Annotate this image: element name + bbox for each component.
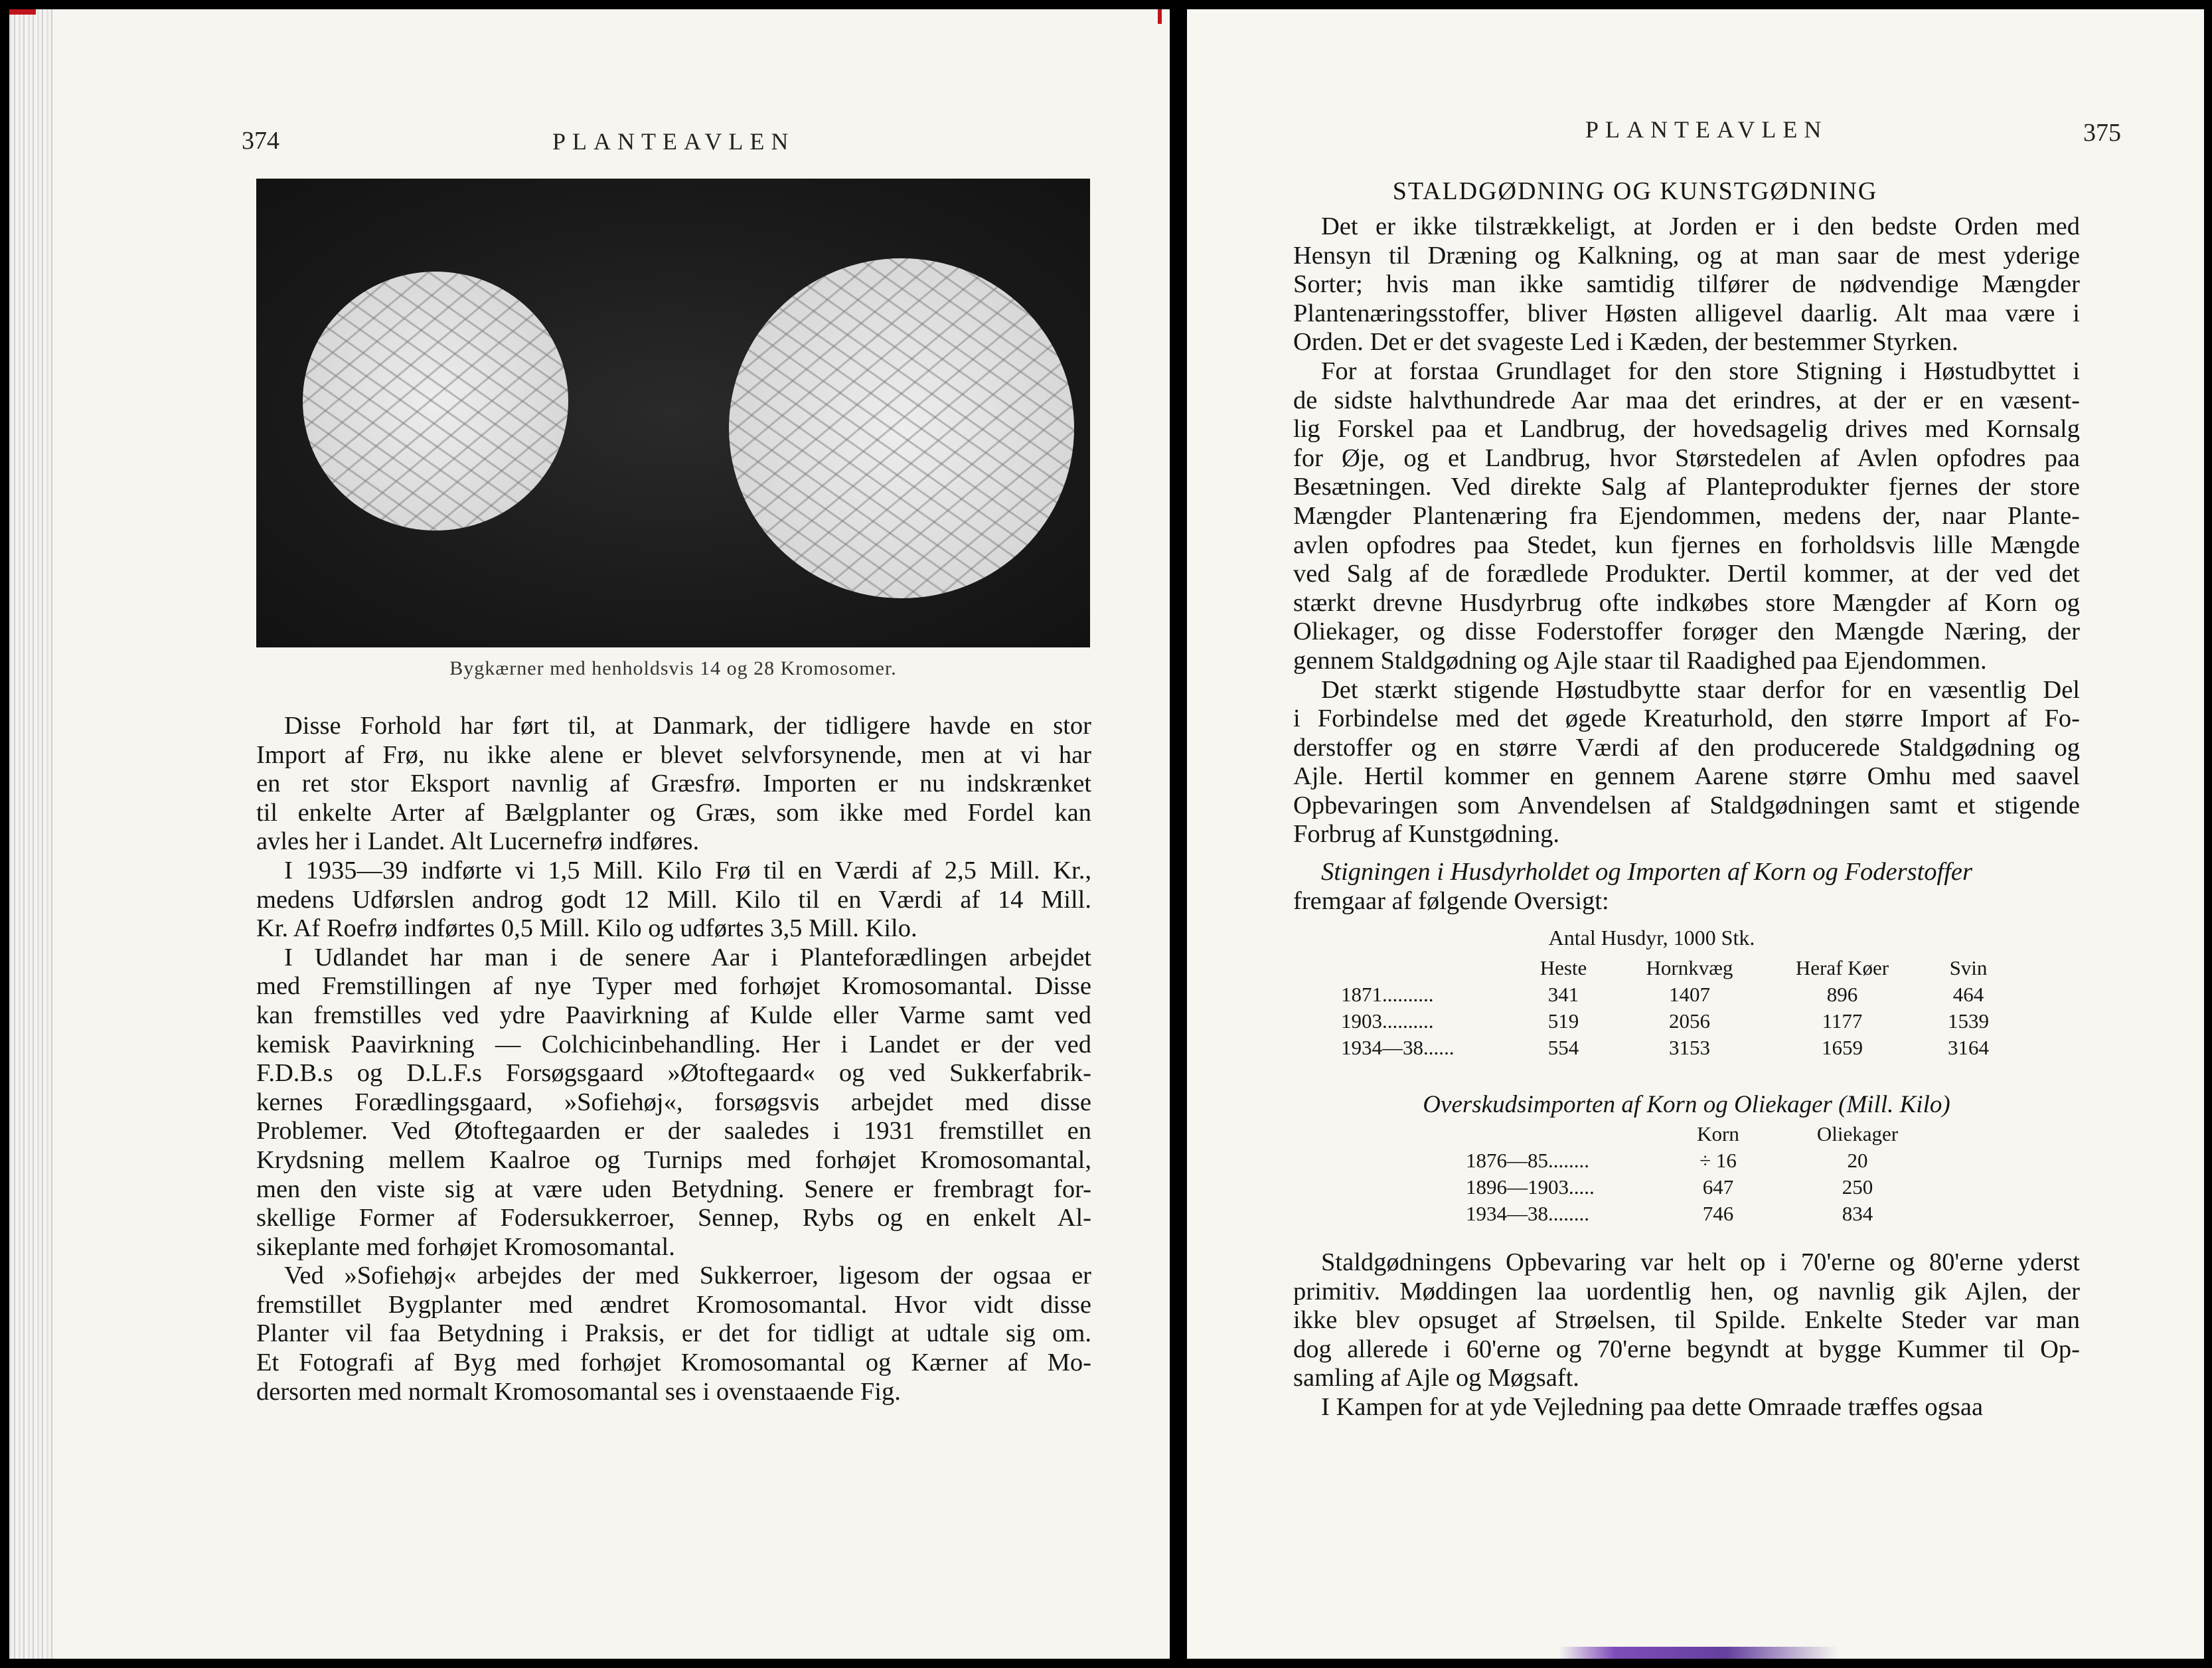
import-table — [1466, 1121, 1944, 1227]
table-row — [1341, 981, 2025, 1008]
text-line: Problemer. Ved Øtoftegaarden er der saaledes i 1931 fremstillet en — [256, 1117, 1091, 1145]
page-number: 375 — [2083, 119, 2121, 147]
table-header-cell: Korn — [1697, 1122, 1739, 1145]
text-line: kan fremstilles ved ydre Paavirkning af Kulde eller Varme samt ved — [256, 1001, 1091, 1029]
text-line: Hensyn til Dræning og Kalkning, og at man saar de mest yderige — [1293, 241, 2080, 270]
value-cell: 3164 — [1948, 1036, 1989, 1059]
text-line: for Øje, og et Landbrug, hvor Størstedelen af Avlen opfodres paa — [1293, 444, 2080, 472]
text-line: Sorter; hvis man ikke samtidig tilfører de nødvendige Mængder — [1293, 270, 2080, 299]
value-cell: 1177 — [1822, 1009, 1863, 1033]
text-line: ved Salg af de forædlede Produkter. Dertil kommer, at der ved det — [1293, 560, 2080, 588]
text-line: fremstillet Bygplanter med ændret Kromosomantal. Hvor vidt disse — [256, 1290, 1091, 1319]
red-mark-top-left — [9, 9, 36, 15]
red-mark-top-right — [1158, 9, 1162, 24]
row-label-cell: 1903.......... — [1341, 1009, 1434, 1033]
table-intro — [1293, 858, 2080, 916]
text-line: i Forbindelse med det øgede Kreaturhold, den større Import af Fo- — [1293, 705, 2080, 733]
text-line: avles her i Landet. Alt Lucernefrø indføres. — [256, 827, 700, 856]
text-line: de sidste halvthundrede Aar maa det erindres, at der er en væsent- — [1293, 386, 2080, 414]
text-line: Kr. Af Roefrø indførtes 0,5 Mill. Kilo og udførtes 3,5 Mill. Kilo. — [256, 914, 917, 943]
text-line: stærkt drevne Husdyrbrug ofte indkøbes store Mængder af Korn og — [1293, 588, 2080, 617]
text-line: For at forstaa Grundlaget for den store Stigning i Høstudbyttet i — [1321, 357, 2080, 385]
value-cell: 1659 — [1822, 1036, 1863, 1059]
text-line: avlen opfodres paa Stedet, kun fjernes en forholdsvis lille Mængde — [1293, 531, 2080, 559]
text-line: en ret stor Eksport navnlig af Græsfrø. Importen er nu indskrænket — [256, 770, 1091, 798]
barley-seed-photo — [256, 179, 1090, 647]
text-line: Planter vil faa Betydning i Praksis, er det for tidligt at udtale sig om. — [256, 1319, 1091, 1348]
value-cell: 20 — [1847, 1149, 1868, 1172]
table-header-row — [1466, 1121, 1944, 1147]
value-cell: 1407 — [1669, 983, 1710, 1006]
text-line: skellige Former af Fodersukkerroer, Sennep, Rybs og en enkelt Al- — [256, 1204, 1091, 1232]
table-row — [1466, 1201, 1944, 1227]
value-cell: 2056 — [1669, 1009, 1710, 1033]
text-line: Besætningen. Ved direkte Salg af Planteprodukter fjernes der store — [1293, 473, 2080, 501]
text-line: dog allerede i 60'erne og 70'erne begyndt at bygge Kummer til Op- — [1293, 1335, 2080, 1363]
table1-title: Antal Husdyr, 1000 Stk. — [1548, 926, 1755, 950]
text-line: F.D.B.s og D.L.F.s Forsøgsgaard »Øtoftegaard« og ved Sukkerfabrik- — [256, 1059, 1091, 1088]
text-line: Disse Forhold har ført til, at Danmark, der tidligere havde en stor — [284, 712, 1091, 740]
text-line: Plantenæringsstoffer, bliver Høsten alligevel daarlig. Alt maa være i — [1293, 299, 2080, 327]
value-cell: 834 — [1842, 1202, 1873, 1225]
text-line: Oliekager, og disse Foderstoffer forøger den Mængde Næring, der — [1293, 618, 2080, 646]
table-header-cell: Hornkvæg — [1646, 956, 1733, 979]
seed-cluster-14-chromosomes — [303, 272, 568, 531]
text-line: I Udlandet har man i de senere Aar i Planteforædlingen arbejdet — [284, 943, 1091, 971]
husdyr-table — [1341, 955, 2025, 1061]
table-row — [1466, 1147, 1944, 1174]
text-line: med Fremstillingen af nye Typer med forhøjet Kromosomantal. Disse — [256, 972, 1091, 1001]
table-header-cell: Oliekager — [1816, 1122, 1899, 1145]
row-label-cell: 1934—38........ — [1466, 1202, 1589, 1225]
value-cell: 3153 — [1669, 1036, 1710, 1059]
text-line: Staldgødningens Opbevaring var helt op i 70'erne og 80'erne yderst — [1321, 1248, 2080, 1276]
text-line: samling af Ajle og Møgsaft. — [1293, 1364, 1579, 1392]
right-body-text-1 — [1293, 212, 2080, 849]
value-cell: 1539 — [1948, 1009, 1989, 1033]
text-line: I Kampen for at yde Vejledning paa dette Omraade træffes ogsaa — [1321, 1392, 1984, 1421]
row-label-cell: 1876—85........ — [1466, 1149, 1589, 1172]
text-line: ikke blev opsuget af Strøelsen, til Spilde. Enkelte Steder var man — [1293, 1306, 2080, 1335]
value-cell: 519 — [1547, 1009, 1579, 1033]
text-line: Mængder Plantenæring fra Ejendommen, medens der, naar Plante- — [1293, 501, 2080, 530]
table-intro-italic: Stigningen i Husdyrholdet og Importen af Korn og Foderstoffer — [1321, 858, 1972, 886]
text-line: primitiv. Møddingen laa uordentlig hen, og navnlig gik Ajlen, der — [1293, 1277, 2080, 1305]
value-cell: 554 — [1547, 1036, 1579, 1059]
right-body-text-2 — [1293, 1248, 2080, 1422]
page-edge-stripes — [9, 9, 56, 1659]
text-line: Det er ikke tilstrækkeligt, at Jorden er i den bedste Orden med — [1321, 212, 2080, 240]
page-number: 374 — [242, 127, 279, 155]
table-intro-rest: fremgaar af følgende Oversigt: — [1293, 886, 1609, 915]
row-label-cell: 1871.......... — [1341, 983, 1434, 1006]
row-label-cell: 1896—1903..... — [1466, 1175, 1595, 1199]
text-line: derstoffer og en større Værdi af den producerede Staldgødning og — [1293, 733, 2080, 762]
text-line: medens Udførslen androg godt 12 Mill. Kilo til en Værdi af 14 Mill. — [256, 885, 1091, 914]
text-line: Orden. Det er det svageste Led i Kæden, der bestemmer Styrken. — [1293, 328, 1958, 357]
table-row — [1341, 1035, 2025, 1061]
value-cell: 250 — [1842, 1175, 1873, 1199]
row-label-cell: 1934—38...... — [1341, 1036, 1455, 1059]
text-line: Ajle. Hertil kommer en gennem Aarene større Omhu med saavel — [1293, 762, 2080, 791]
table2-title: Overskudsimporten af Korn og Oliekager (Mill. Kilo) — [1423, 1091, 1950, 1118]
figure-caption: Bygkærner med henholdsvis 14 og 28 Kromosomer. — [449, 657, 897, 679]
purple-smear — [1559, 1647, 1838, 1659]
text-line: Import af Frø, nu ikke alene er blevet selvforsynende, men at vi har — [256, 740, 1091, 769]
running-head: PLANTEAVLEN — [1585, 116, 1828, 143]
value-cell: 647 — [1702, 1175, 1734, 1199]
section-title: STALDGØDNING OG KUNSTGØDNING — [1392, 177, 1878, 205]
running-head: PLANTEAVLEN — [552, 128, 795, 155]
text-line: sikeplante med forhøjet Kromosomantal. — [256, 1232, 675, 1261]
value-cell: 464 — [1952, 983, 1984, 1006]
text-line: I 1935—39 indførte vi 1,5 Mill. Kilo Frø til en Værdi af 2,5 Mill. Kr., — [284, 856, 1091, 884]
table-header-cell: Heste — [1540, 956, 1587, 979]
table-header-cell: Heraf Køer — [1795, 956, 1889, 979]
text-line: til enkelte Arter af Bælgplanter og Græs, som ikke med Fordel kan — [256, 798, 1091, 827]
value-cell: ÷ 16 — [1699, 1149, 1737, 1172]
left-body-text — [256, 712, 1091, 1406]
seed-cluster-28-chromosomes — [729, 258, 1074, 598]
text-line: Ved »Sofiehøj« arbejdes der med Sukkerroer, ligesom der ogsaa er — [284, 1262, 1091, 1290]
text-line: Forbrug af Kunstgødning. — [1293, 820, 1560, 849]
value-cell: 341 — [1547, 983, 1579, 1006]
left-page — [9, 9, 1170, 1659]
table-header-cell — [1341, 955, 1520, 981]
text-line: Et Fotografi af Byg med forhøjet Kromosomantal og Kærner af Mo- — [256, 1349, 1091, 1377]
value-cell: 746 — [1702, 1202, 1734, 1225]
text-line: Krydsning mellem Kaalroe og Turnips med forhøjet Kromosomantal, — [256, 1145, 1091, 1174]
text-line: Opbevaringen som Anvendelsen af Staldgødningen samt et stigende — [1293, 791, 2080, 819]
text-line: kernes Forædlingsgaard, »Sofiehøj«, forsøgsvis arbejdet med disse — [256, 1088, 1091, 1116]
text-line: gennem Staldgødning og Ajle staar til Raadighed paa Ejendommen. — [1293, 646, 1987, 675]
text-line: dersorten med normalt Kromosomantal ses i ovenstaaende Fig. — [256, 1377, 901, 1406]
right-page — [1187, 9, 2204, 1659]
text-line: Det stærkt stigende Høstudbytte staar derfor for en væsentlig Del — [1321, 675, 2080, 704]
table-header-row — [1341, 955, 2025, 981]
table-row — [1341, 1008, 2025, 1035]
text-line: kemisk Paavirkning — Colchicinbehandling. Her i Landet er der ved — [256, 1030, 1091, 1058]
table-header-cell: Svin — [1949, 956, 1988, 979]
value-cell: 896 — [1826, 983, 1858, 1006]
table-row — [1466, 1174, 1944, 1201]
table-header-cell — [1466, 1121, 1665, 1147]
text-line: men den viste sig at være uden Betydning. Senere er frembragt for- — [256, 1175, 1091, 1203]
text-line: lig Forskel paa et Landbrug, der hovedsagelig drives med Kornsalg — [1293, 415, 2080, 444]
